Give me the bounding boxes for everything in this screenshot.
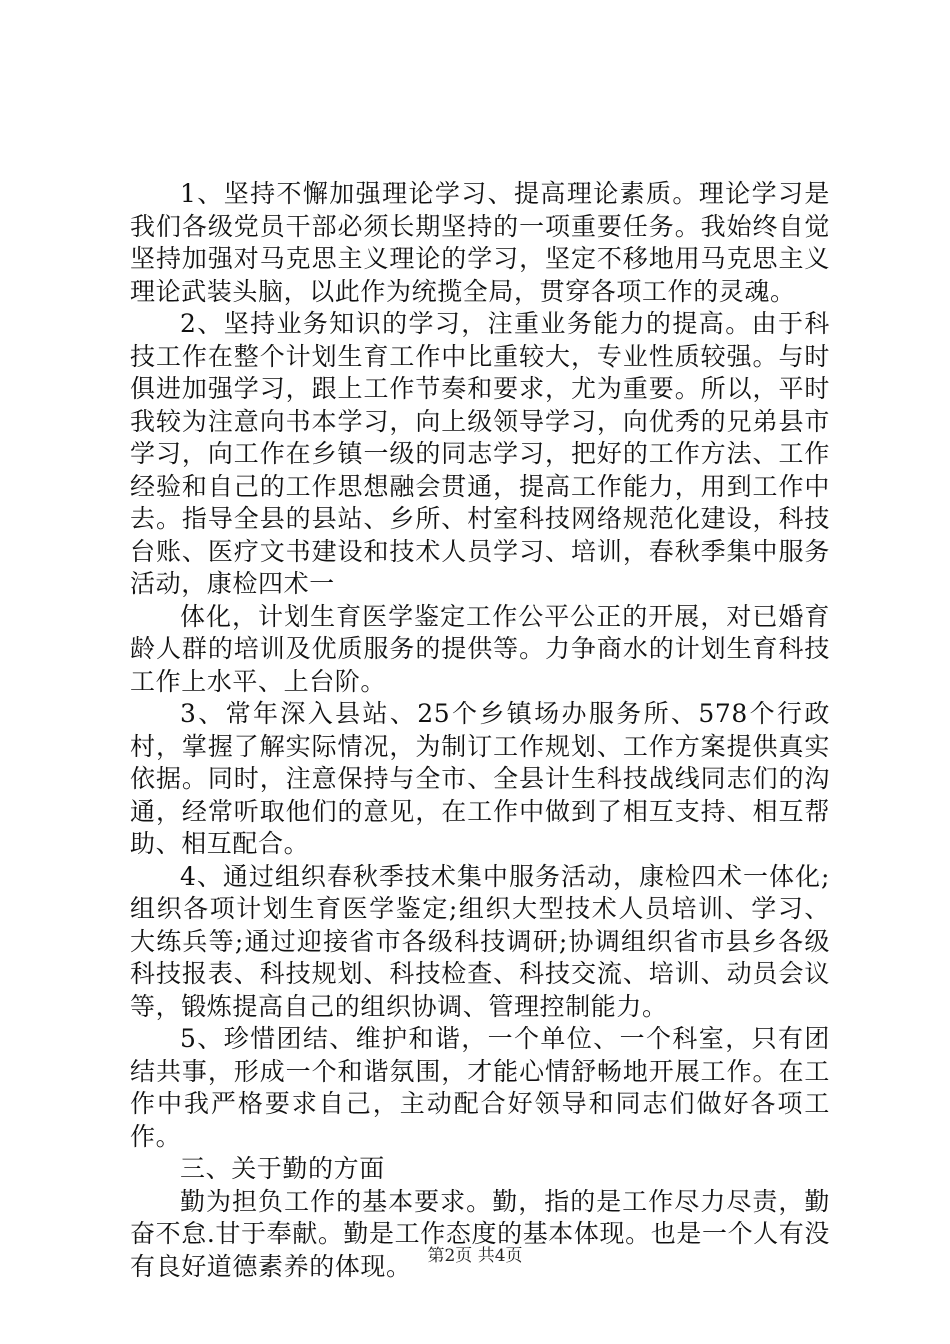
paragraph-5: 4、通过组织春秋季技术集中服务活动，康检四术一体化;组织各项计划生育医学鉴定;组织大型技术人员培训、学习、大练兵等;通过迎接省市各级科技调研;协调组织省市县乡各级科技报表、科技规划、科技检查、科技交流、培训、动员会议等，锻炼提高自己的组织协调、管理控制能力。: [130, 861, 830, 1021]
paragraph-7: 勤为担负工作的基本要求。勤，指的是工作尽力尽责，勤奋不怠.甘于奉献。勤是工作态度的基本体现。也是一个人有没有良好道德素养的体现。: [130, 1186, 830, 1281]
document-body: [130, 178, 830, 1283]
paragraph-2: 2、坚持业务知识的学习，注重业务能力的提高。由于科技工作在整个计划生育工作中比重较大，专业性质较强。与时俱进加强学习，跟上工作节奏和要求，尤为重要。所以，平时我较为注意向书本学习，向上级领导学习，向优秀的兄弟县市学习，向工作在乡镇一级的同志学习，把好的工作方法、工作经验和自己的工作思想融会贯通，提高工作能力，用到工作中去。指导全县的县站、乡所、村室科技网络规范化建设，科技台账、医疗文书建设和技术人员学习、培训，春秋季集中服务活动，康检四术一: [130, 309, 830, 598]
paragraph-3: 体化，计划生育医学鉴定工作公平公正的开展，对已婚育龄人群的培训及优质服务的提供等。力争商水的计划生育科技工作上水平、上台阶。: [130, 601, 830, 696]
paragraph-4: 3、常年深入县站、25个乡镇场办服务所、578个行政村，掌握了解实际情况，为制订工作规划、工作方案提供真实依据。同时，注意保持与全市、全县计生科技战线同志们的沟通，经常听取他们的意见，在工作中做到了相互支持、相互帮助、相互配合。: [130, 699, 830, 858]
paragraph-6: 5、珍惜团结、维护和谐，一个单位、一个科室，只有团结共事，形成一个和谐氛围，才能心情舒畅地开展工作。在工作中我严格要求自己，主动配合好领导和同志们做好各项工作。: [130, 1024, 830, 1151]
page-number-footer: 第2页 共4页: [427, 1246, 523, 1266]
section-heading: 三、关于勤的方面: [180, 1154, 385, 1183]
paragraph-1: 1、坚持不懈加强理论学习、提高理论素质。理论学习是我们各级党员干部必须长期坚持的一项重要任务。我始终自觉坚持加强对马克思主义理论的学习，坚定不移地用马克思主义理论武装头脑，以此作为统揽全局，贯穿各项工作的灵魂。: [130, 179, 830, 306]
